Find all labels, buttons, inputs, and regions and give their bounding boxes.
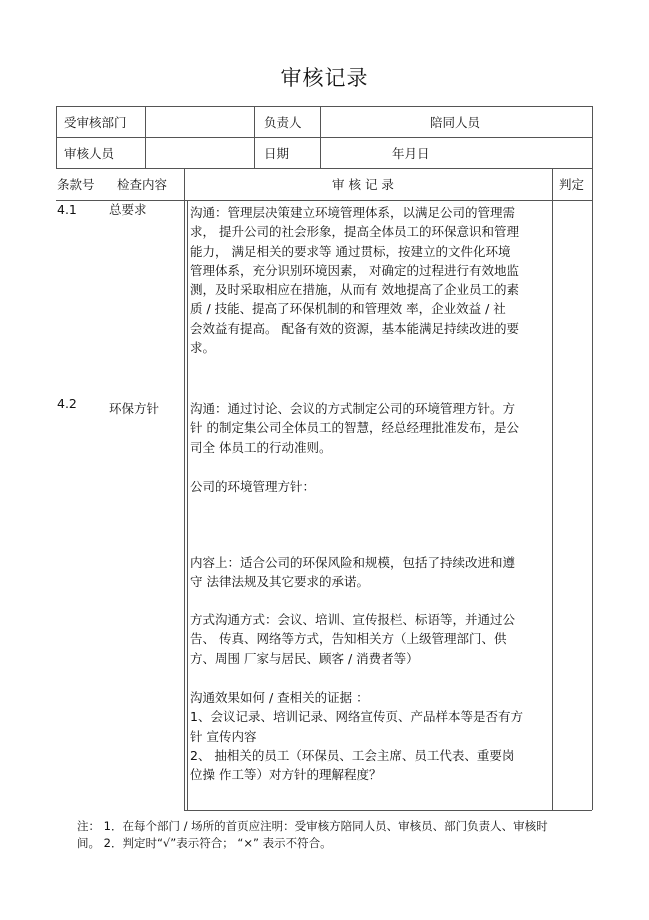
record-line: 求。 <box>190 340 216 356</box>
row-4-2-policy-label <box>190 477 552 496</box>
record-line: 2、 抽相关的员工（环保员、工会主席、员工代表、重要岗 <box>190 747 515 763</box>
row-4-2-record-intro <box>190 399 552 457</box>
auditor-label: 审核人员 <box>64 146 115 161</box>
col-record: 审 核 记 录 <box>332 177 394 192</box>
record-line: 沟通：通过讨论、会议的方式制定公司的环境管理方针。方 <box>190 401 516 416</box>
page-title: 审核记录 <box>280 66 369 90</box>
date-value[interactable]: 年月日 <box>392 146 430 161</box>
record-line: 公司的环境管理方针： <box>190 479 316 494</box>
row-4-2-clause: 4.2 <box>57 396 77 411</box>
col-clause: 条款号 <box>57 177 95 192</box>
companion-label: 陪同人员 <box>430 115 481 130</box>
record-line: 针 的制定集公司全体员工的智慧，经总经理批准发布，是公 <box>190 420 519 436</box>
record-line: 能力， 满足相关的要求等 通过贯标，按建立的文件化环境 <box>190 243 511 259</box>
record-line: 针 宣传内容 <box>190 728 257 744</box>
footnote-line: 间。 2．判定时“√”表示符合； “×” 表示不符合。 <box>77 836 332 850</box>
record-line: 管理体系，充分识别环境因素， 对确定的过程进行有效地监 <box>190 262 519 278</box>
owner-label: 负责人 <box>264 115 302 130</box>
record-line: 会效益有提高。 配备有效的资源，基本能满足持续改进的要 <box>190 320 519 336</box>
row-4-2-record-content <box>190 553 552 592</box>
record-line: 求， 提升公司的社会形象，提高全体员工的环保意识和管理 <box>190 224 519 240</box>
col-judge: 判定 <box>559 177 585 192</box>
record-line: 1、会议记录、培训记录、网络宣传页、产品样本等是否有方 <box>190 709 523 725</box>
record-line: 守 法律法规及其它要求的承诺。 <box>190 574 369 590</box>
row-4-1-record <box>190 203 552 357</box>
row-4-1-clause: 4.1 <box>57 202 77 217</box>
record-line: 沟通：管理层决策建立环境管理体系，以满足公司的管理需 <box>190 205 516 220</box>
date-label: 日期 <box>264 146 290 161</box>
footnote <box>77 818 597 852</box>
footnote-line: 注： 1．在每个部门 / 场所的首页应注明：受审核方陪同人员、审核员、部门负责人、审核时 <box>77 819 548 833</box>
record-line: 沟通效果如何 / 查相关的证据 ： <box>190 690 369 705</box>
record-line: 告、 传真、网络等方式，告知相关方（上级管理部门、供 <box>190 631 507 647</box>
record-line: 位操 作工等）对方针的理解程度？ <box>190 767 382 783</box>
row-4-2-record-effect <box>190 688 552 784</box>
record-line: 质 / 技能、提高了环保机制的和管理效 率，企业效益 / 社 <box>190 301 506 317</box>
record-line: 方式沟通方式：会议、培训、宣传报栏、标语等，并通过公 <box>190 612 516 627</box>
record-line: 内容上：适合公司的环保风险和规模，包括了持续改进和遵 <box>190 555 516 570</box>
record-line: 测，及时采取相应在措施，从而有 效地提高了企业员工的素 <box>190 282 519 298</box>
row-4-1-content: 总要求 <box>109 202 147 217</box>
dept-label: 受审核部门 <box>64 115 127 130</box>
row-4-2-content: 环保方针 <box>109 401 160 416</box>
record-line: 司全 体员工的行动准则。 <box>190 439 332 455</box>
col-content: 检查内容 <box>117 177 168 192</box>
record-line: 方、周围 厂家与居民、顾客 / 消费者等） <box>190 650 419 666</box>
row-4-2-record-method <box>190 610 552 668</box>
